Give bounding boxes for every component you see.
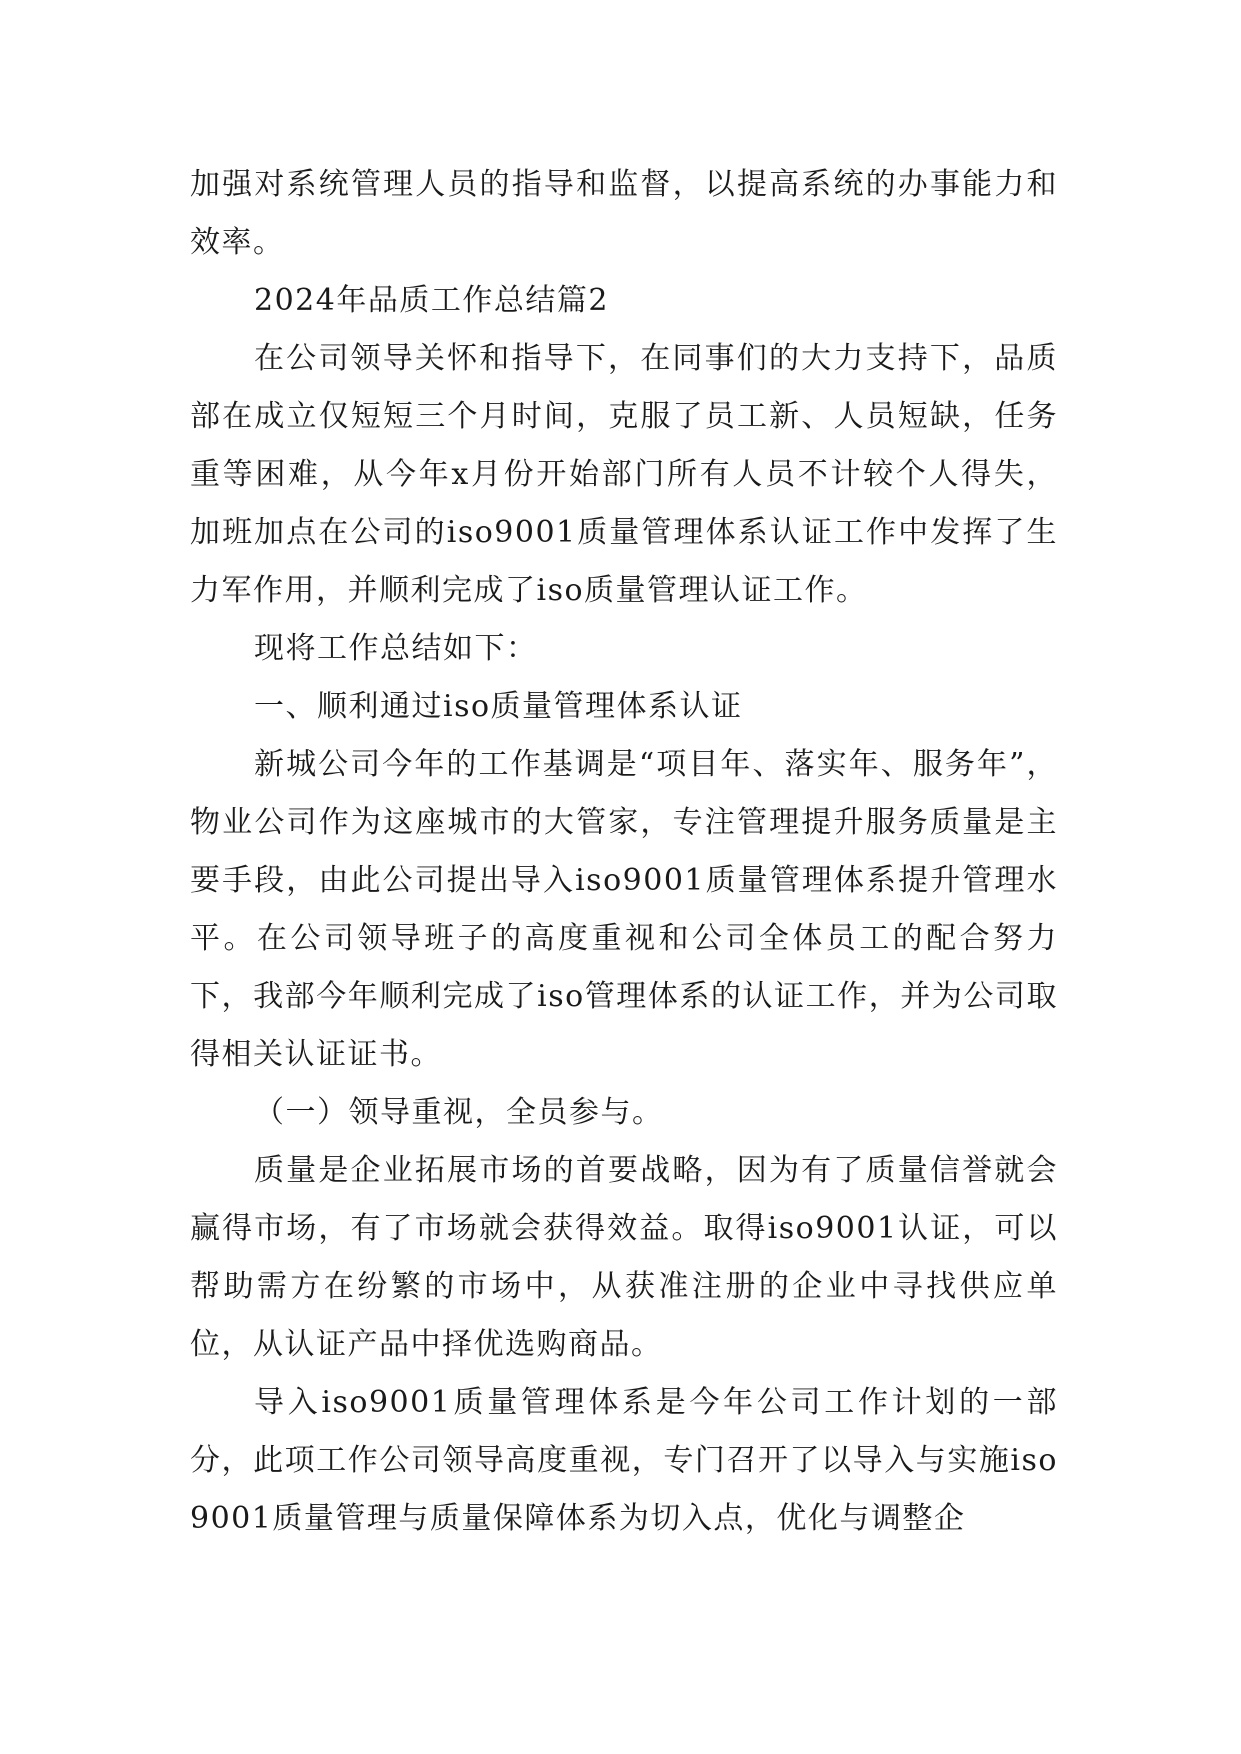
section-heading: 2024年品质工作总结篇2 [254,283,609,318]
document-body [190,156,1058,1548]
paragraph-quality-strategy: 质量是企业拓展市场的首要战略，因为有了质量信誉就会赢得市场，有了市场就会获得效益。取得iso9001认证，可以帮助需方在纷繁的市场中，从获准注册的企业中寻找供应单位，从认证产品中择优选购商品。 [190,1153,1058,1362]
paragraph-continuation: 加强对系统管理人员的指导和监督，以提高系统的办事能力和效率。 [190,167,1058,260]
paragraph-summary-lead: 现将工作总结如下： [254,631,538,666]
paragraph-iso-import: 导入iso9001质量管理体系是今年公司工作计划的一部分，此项工作公司领导高度重视，专门召开了以导入与实施iso9001质量管理与质量保障体系为切入点，优化与调整企 [190,1385,1058,1536]
paragraph-intro: 在公司领导关怀和指导下，在同事们的大力支持下，品质部在成立仅短短三个月时间，克服了员工新、人员短缺，任务重等困难，从今年x月份开始部门所有人员不计较个人得失，加班加点在公司的iso9001质量管理体系认证工作中发挥了生力军作用，并顺利完成了iso质量管理认证工作。 [190,341,1058,608]
subheading-iso-certification: 一、顺利通过iso质量管理体系认证 [254,689,743,724]
subheading-leadership: （一）领导重视，全员参与。 [254,1095,664,1130]
paragraph-company-theme: 新城公司今年的工作基调是“项目年、落实年、服务年”，物业公司作为这座城市的大管家，专注管理提升服务质量是主要手段，由此公司提出导入iso9001质量管理体系提升管理水平。在公司领导班子的高度重视和公司全体员工的配合努力下，我部今年顺利完成了iso管理体系的认证工作，并为公司取得相关认证证书。 [190,747,1058,1072]
